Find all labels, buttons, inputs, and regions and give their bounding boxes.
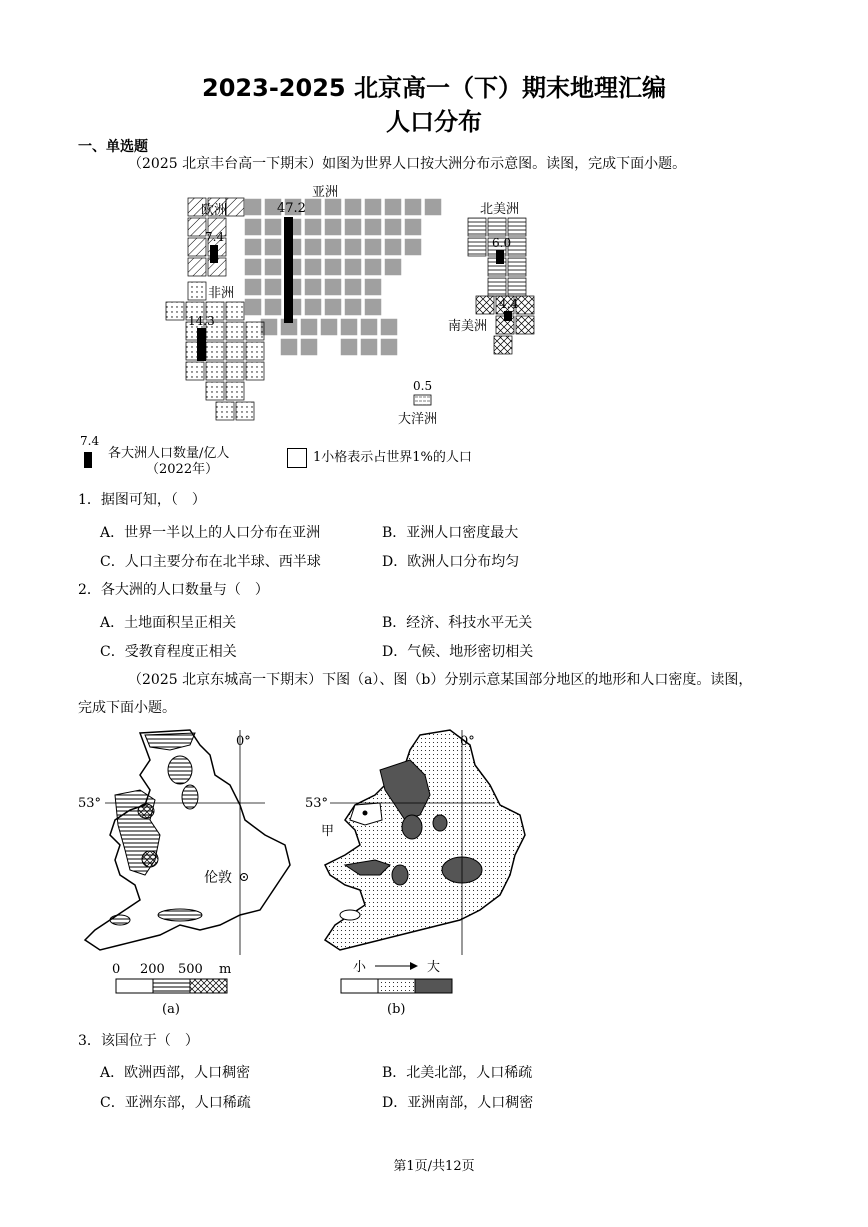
europe-bar xyxy=(210,245,218,263)
map-a-lat-label: 53° xyxy=(78,796,102,811)
question-3-stem: 3．该国位于（ ） xyxy=(78,1033,199,1049)
question-2-option-a[interactable]: A．土地面积呈正相关 xyxy=(100,615,237,631)
asia-cell xyxy=(304,198,322,216)
page-footer: 第1页/共12页 xyxy=(393,1159,475,1174)
question-3-option-a[interactable]: A．欧洲西部，人口稠密 xyxy=(100,1065,251,1081)
south-america-cell xyxy=(516,296,534,314)
asia-cell xyxy=(320,318,338,336)
north-america-cell xyxy=(468,218,486,236)
north-america-cell xyxy=(488,278,506,296)
asia-cell xyxy=(404,238,422,256)
svg-text:0: 0 xyxy=(112,962,121,977)
page-title: 2023-2025 北京高一（下）期末地理汇编 xyxy=(202,74,666,102)
asia-bar xyxy=(284,217,293,323)
svg-text:200: 200 xyxy=(140,962,165,977)
asia-cell xyxy=(324,298,342,316)
africa-cell xyxy=(226,322,244,340)
asia-cell xyxy=(404,198,422,216)
asia-cell xyxy=(384,258,402,276)
europe-cell xyxy=(188,238,206,256)
europe-label: 欧洲 xyxy=(201,203,228,218)
africa-cell xyxy=(206,382,224,400)
south-america-cell xyxy=(476,296,494,314)
asia-cell xyxy=(380,338,398,356)
asia-cell xyxy=(340,338,358,356)
scale-b xyxy=(341,959,452,1017)
asia-cell xyxy=(344,298,362,316)
intro-text-1: （2025 北京丰台高一下期末）如图为世界人口按大洲分布示意图。读图，完成下面小题。 xyxy=(128,156,687,172)
asia-cell xyxy=(344,198,362,216)
population-chart xyxy=(0,180,868,480)
asia-cell xyxy=(264,258,282,276)
svg-text:500: 500 xyxy=(178,962,203,977)
asia-cell xyxy=(304,238,322,256)
svg-text:小: 小 xyxy=(353,960,367,975)
asia-cell xyxy=(300,338,318,356)
question-3-option-c[interactable]: C．亚洲东部，人口稀疏 xyxy=(100,1095,251,1111)
question-1-option-a[interactable]: A．世界一半以上的人口分布在亚洲 xyxy=(100,525,321,541)
africa-cell xyxy=(226,342,244,360)
question-1-option-c[interactable]: C．人口主要分布在北半球、西半球 xyxy=(100,554,321,570)
asia-value: 47.2 xyxy=(277,201,306,216)
legend-cell-swatch xyxy=(287,448,307,468)
intro-text-2-cont: 完成下面小题。 xyxy=(78,700,176,716)
africa-cell xyxy=(186,362,204,380)
uk-maps-figure xyxy=(0,725,868,1025)
asia-cell xyxy=(344,278,362,296)
asia-cell xyxy=(324,238,342,256)
asia-cell xyxy=(364,238,382,256)
point-jia-label: 甲 xyxy=(321,824,335,839)
map-b-lat-label: 53° xyxy=(305,796,329,811)
asia-cell xyxy=(404,218,422,236)
asia-cell xyxy=(244,278,262,296)
asia-cell xyxy=(384,238,402,256)
asia-cell xyxy=(384,198,402,216)
asia-cell xyxy=(360,338,378,356)
question-2-option-c[interactable]: C．受教育程度正相关 xyxy=(100,644,237,660)
asia-cell xyxy=(384,218,402,236)
map-a xyxy=(78,730,290,955)
africa-cell xyxy=(236,402,254,420)
africa-cell xyxy=(206,362,224,380)
north-america-cell xyxy=(508,278,526,296)
north-america-cell xyxy=(508,258,526,276)
africa-cell xyxy=(246,362,264,380)
asia-cell xyxy=(264,238,282,256)
south-america-bar xyxy=(504,311,512,321)
asia-cell xyxy=(364,258,382,276)
europe-cell xyxy=(226,198,244,216)
asia-cell xyxy=(364,198,382,216)
oceania-label: 大洋洲 xyxy=(398,412,438,427)
africa-cell xyxy=(188,282,206,300)
north-america-cell xyxy=(468,238,486,256)
europe-value: 7.4 xyxy=(205,230,225,244)
asia-cell xyxy=(244,218,262,236)
asia-grid xyxy=(244,198,442,356)
asia-cell xyxy=(324,258,342,276)
caption-a: (a) xyxy=(162,1002,180,1017)
africa-bar xyxy=(197,328,206,361)
south-america-label: 南美洲 xyxy=(448,319,488,334)
asia-cell xyxy=(264,298,282,316)
asia-cell xyxy=(244,258,262,276)
question-2-option-b[interactable]: B．经济、科技水平无关 xyxy=(382,615,533,631)
africa-value: 14.3 xyxy=(188,314,215,328)
section-label: 一、单选题 xyxy=(78,139,148,155)
north-america-bar xyxy=(496,250,504,264)
asia-cell xyxy=(364,298,382,316)
intro-text-2: （2025 北京东城高一下期末）下图（a）、图（b）分别示意某国部分地区的地形和人口密度。读图， xyxy=(128,672,753,688)
asia-cell xyxy=(324,278,342,296)
asia-cell xyxy=(380,318,398,336)
asia-cell xyxy=(300,318,318,336)
map-b-lon-label: 0° xyxy=(460,734,475,749)
scale-a xyxy=(112,962,231,1017)
asia-cell xyxy=(344,258,362,276)
asia-cell xyxy=(304,298,322,316)
asia-label: 亚洲 xyxy=(312,185,339,200)
asia-cell xyxy=(344,238,362,256)
question-1-option-d[interactable]: D．欧洲人口分布均匀 xyxy=(382,554,520,570)
africa-cell xyxy=(226,382,244,400)
north-america-cell xyxy=(508,218,526,236)
south-america-cell xyxy=(516,316,534,334)
question-3-option-d[interactable]: D．亚洲南部，人口稠密 xyxy=(382,1095,534,1111)
asia-cell xyxy=(424,198,442,216)
oceania-cell xyxy=(414,395,431,405)
asia-cell xyxy=(364,278,382,296)
africa-cell xyxy=(226,302,244,320)
asia-cell xyxy=(364,218,382,236)
africa-cell xyxy=(206,342,224,360)
legend-cell-label: 1小格表示占世界1%的人口 xyxy=(313,450,472,465)
europe-cell xyxy=(188,218,206,236)
north-america-cell xyxy=(488,218,506,236)
africa-cell xyxy=(246,342,264,360)
asia-cell xyxy=(244,198,262,216)
question-1-stem: 1．据图可知，（ ） xyxy=(78,492,206,508)
caption-b: (b) xyxy=(387,1002,406,1017)
south-america-cell xyxy=(494,336,512,354)
question-1-option-b[interactable]: B．亚洲人口密度最大 xyxy=(382,525,519,541)
legend-bar-label: 各大洲人口数量/亿人 xyxy=(108,446,230,461)
asia-cell xyxy=(304,258,322,276)
asia-cell xyxy=(304,218,322,236)
africa-label: 非洲 xyxy=(208,286,235,301)
south-america-value: 4.4 xyxy=(499,297,519,311)
legend-bar-year: （2022年） xyxy=(146,462,219,477)
asia-cell xyxy=(280,338,298,356)
africa-cell xyxy=(216,402,234,420)
asia-cell xyxy=(324,198,342,216)
asia-cell xyxy=(264,278,282,296)
svg-text:大: 大 xyxy=(427,960,441,975)
page-subtitle: 人口分布 xyxy=(386,108,482,136)
oceania-value: 0.5 xyxy=(413,379,433,393)
asia-cell xyxy=(344,218,362,236)
asia-cell xyxy=(340,318,358,336)
europe-cell xyxy=(188,258,206,276)
question-2-option-d[interactable]: D．气候、地形密切相关 xyxy=(382,644,534,660)
london-label: 伦敦 xyxy=(204,870,232,886)
svg-text:m: m xyxy=(219,962,232,977)
asia-cell xyxy=(304,278,322,296)
asia-cell xyxy=(324,218,342,236)
asia-cell xyxy=(244,298,262,316)
question-3-option-b[interactable]: B．北美北部，人口稀疏 xyxy=(382,1065,533,1081)
legend-value: 7.4 xyxy=(80,434,100,448)
africa-cell xyxy=(246,322,264,340)
map-a-lon-label: 0° xyxy=(236,734,251,749)
legend-bar-swatch xyxy=(84,452,92,468)
asia-cell xyxy=(244,238,262,256)
asia-cell xyxy=(264,218,282,236)
north-america-value: 6.0 xyxy=(492,236,512,250)
africa-cell xyxy=(166,302,184,320)
map-b xyxy=(305,730,525,955)
north-america-label: 北美洲 xyxy=(480,202,520,217)
africa-cell xyxy=(226,362,244,380)
question-2-stem: 2．各大洲的人口数量与（ ） xyxy=(78,582,269,598)
asia-cell xyxy=(360,318,378,336)
